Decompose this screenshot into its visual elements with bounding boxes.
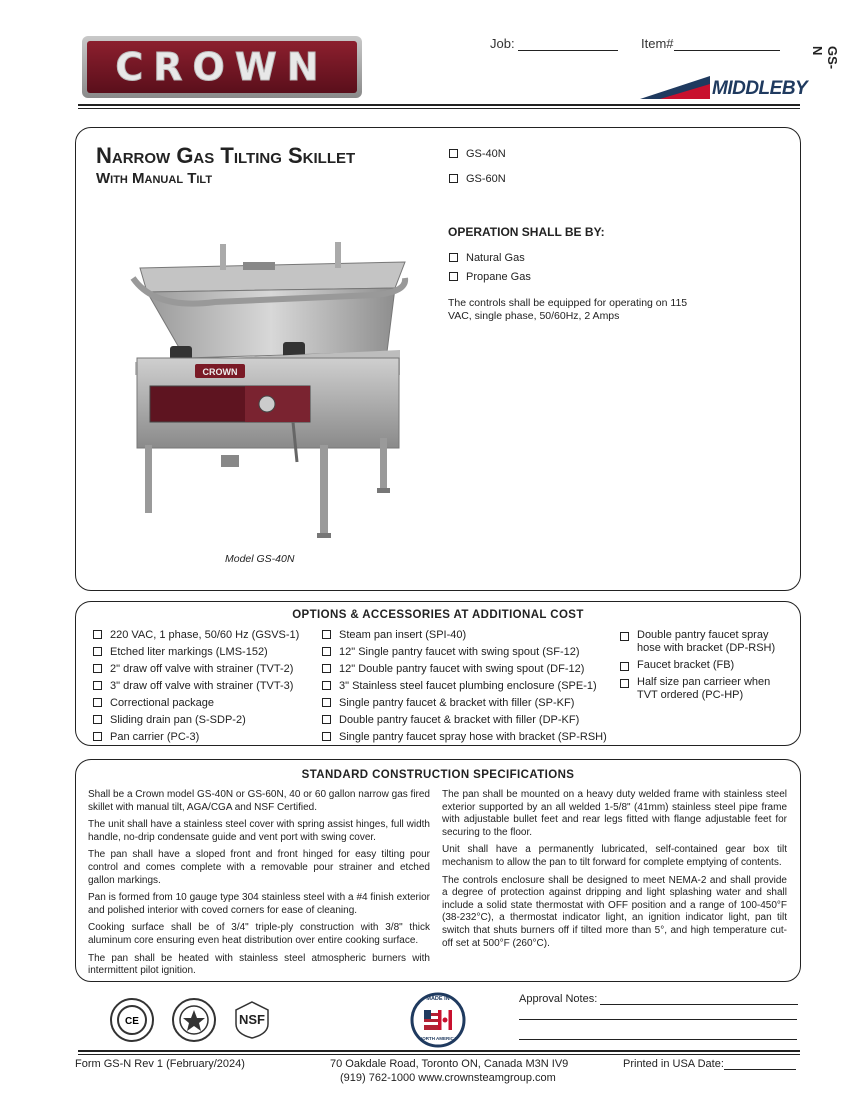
options-col-2 — [322, 629, 612, 748]
checkbox[interactable] — [620, 662, 629, 671]
spec-paragraph: Pan is formed from 10 gauge type 304 stainless steel with a #4 finish exterior and polished interior with coved corners for ease of cleaning. — [88, 892, 430, 916]
option-item[interactable] — [322, 680, 612, 693]
checkbox[interactable] — [93, 732, 102, 741]
option-item[interactable] — [322, 646, 612, 659]
option-item[interactable] — [93, 680, 318, 693]
image-caption: Model GS-40N — [225, 553, 295, 565]
option-label: Steam pan insert (SPI-40) — [339, 629, 467, 641]
option-label: 2" draw off valve with strainer (TVT-2) — [110, 663, 294, 675]
specs-right-column — [442, 789, 787, 955]
checkbox[interactable] — [93, 664, 102, 673]
model-label: GS-40N — [466, 148, 506, 160]
spec-paragraph: The pan shall be mounted on a heavy duty welded frame with stainless steel exterior supported by an all welded 1-5/8" (41mm) stainless steel pipe frame with adjustable bullet feet and rear legs fitted with flange adjustable feet for securing to the floor. — [442, 789, 787, 838]
option-label: Etched liter markings (LMS-152) — [110, 646, 268, 658]
option-label: Double pantry faucet spray hose with bracket (DP-RSH) — [637, 629, 776, 654]
option-label: Faucet bracket (FB) — [637, 659, 735, 671]
middleby-mark-icon — [640, 76, 712, 100]
printed-label: Printed in USA Date: — [623, 1058, 724, 1070]
option-label: Sliding drain pan (S-SDP-2) — [110, 714, 246, 726]
option-label: Single pantry faucet spray hose with bracket (SP-RSH) — [339, 731, 607, 743]
operation-label: Propane Gas — [466, 271, 531, 283]
logo-text: CROWN — [115, 45, 329, 89]
options-heading: OPTIONS & ACCESSORIES AT ADDITIONAL COST — [292, 609, 584, 621]
checkbox[interactable] — [620, 632, 629, 641]
printed-date-blank[interactable] — [724, 1069, 796, 1070]
checkbox[interactable] — [322, 681, 331, 690]
approval-line[interactable] — [519, 1019, 797, 1020]
option-item[interactable] — [322, 697, 612, 710]
footer-rule-thin — [78, 1054, 800, 1055]
specs-left-column — [88, 789, 430, 983]
checkbox[interactable] — [93, 630, 102, 639]
spec-paragraph: The unit shall have a stainless steel cover with spring assist hinges, full width handle, no-drip condensate guide and vent port with swing cover. — [88, 819, 430, 843]
option-item[interactable] — [322, 714, 612, 727]
item-label: Item# — [641, 36, 674, 51]
option-item[interactable] — [322, 629, 612, 642]
checkbox[interactable] — [322, 715, 331, 724]
option-item[interactable] — [93, 663, 318, 676]
middleby-logo — [640, 76, 808, 100]
checkbox[interactable] — [93, 647, 102, 656]
option-item[interactable] — [93, 697, 318, 710]
specs-heading: STANDARD CONSTRUCTION SPECIFICATIONS — [301, 769, 575, 781]
option-label: 3" Stainless steel faucet plumbing enclosure (SPE-1) — [339, 680, 597, 692]
crown-logo — [82, 36, 362, 98]
checkbox[interactable] — [322, 732, 331, 741]
spec-paragraph: Cooking surface shall be of 3/4" triple-ply construction with 3/8" thick aluminum core ensuring even heat distribution over entire cooking surface. — [88, 922, 430, 946]
form-number: Form GS-N Rev 1 (February/2024) — [75, 1058, 245, 1070]
approval-notes — [519, 993, 798, 1005]
operation-heading: OPERATION SHALL BE BY: — [448, 225, 605, 239]
operation-natural-gas[interactable] — [449, 252, 525, 265]
option-label: Correctional package — [110, 697, 214, 709]
spec-paragraph: The pan shall be heated with stainless steel atmospheric burners with intermittent pilot ignition. — [88, 952, 430, 977]
checkbox[interactable] — [620, 679, 629, 688]
nsf-label: NSF — [239, 1012, 265, 1027]
spec-paragraph: Unit shall have a permanently lubricated, self-contained gear box tilt mechanism to allow the pan to tilt forward for complete emptying of contents. — [442, 844, 787, 868]
model-option-gs60n[interactable] — [449, 173, 506, 186]
printed-date — [623, 1058, 796, 1070]
checkbox[interactable] — [93, 715, 102, 724]
model-option-gs40n[interactable] — [449, 148, 506, 161]
item-blank[interactable] — [674, 50, 780, 51]
nsf-logo-icon — [232, 1000, 272, 1040]
option-label: 220 VAC, 1 phase, 50/60 Hz (GSVS-1) — [110, 629, 300, 641]
design-certified-icon — [172, 998, 216, 1042]
svg-text:CE: CE — [125, 1016, 139, 1027]
option-item[interactable] — [620, 659, 790, 672]
approval-line[interactable] — [519, 1039, 797, 1040]
made-in-bottom: NORTH AMERICA — [418, 1036, 458, 1041]
product-subtitle: With Manual Tilt — [96, 170, 213, 187]
checkbox[interactable] — [322, 647, 331, 656]
address: 70 Oakdale Road, Toronto ON, Canada M3N IV9 — [330, 1058, 569, 1070]
header-rule-thin — [78, 108, 800, 109]
option-label: Half size pan carrieer when TVT ordered (PC-HP) — [637, 676, 771, 701]
option-item[interactable] — [93, 646, 318, 659]
job-label: Job: — [490, 36, 515, 51]
side-code: GS-N — [810, 46, 840, 70]
job-blank[interactable] — [518, 50, 618, 51]
option-item[interactable] — [322, 663, 612, 676]
job-field — [490, 36, 618, 51]
checkbox[interactable] — [449, 272, 458, 281]
option-label: Pan carrier (PC-3) — [110, 731, 200, 743]
checkbox[interactable] — [322, 630, 331, 639]
controls-note: The controls shall be equipped for operating on 115 VAC, single phase, 50/60Hz, 2 Amps — [448, 297, 688, 322]
approval-line[interactable] — [600, 1004, 798, 1005]
option-label: Single pantry faucet & bracket with filler (SP-KF) — [339, 697, 575, 709]
option-item[interactable] — [93, 714, 318, 727]
made-in-top: MADE IN — [426, 996, 450, 1002]
checkbox[interactable] — [93, 681, 102, 690]
option-item[interactable] — [620, 676, 790, 702]
option-label: 12" Double pantry faucet with swing spout (DF-12) — [339, 663, 585, 675]
spec-paragraph: The controls enclosure shall be designed to meet NEMA-2 and shall provide a degree of protection against dripping and light splashing water and shall include a solid state thermostat with OFF position and a range of 100-450°F (38-232°C), a thermostat indicator light, an ignition indicator light, pan tilt switch that shuts burners off if tilted more than 5°, and high temperature cut-off set at 500°F (260°C). — [442, 874, 787, 949]
operation-propane-gas[interactable] — [449, 271, 531, 284]
spec-paragraph: The pan shall have a sloped front and front hinged for easy tilting pour control and comes complete with a removable pour strainer and etched gallon markings. — [88, 849, 430, 886]
model-label: GS-60N — [466, 173, 506, 185]
option-label: Double pantry faucet & bracket with filler (DP-KF) — [339, 714, 580, 726]
option-item[interactable] — [93, 629, 318, 642]
checkbox[interactable] — [449, 253, 458, 262]
option-item[interactable] — [93, 731, 318, 744]
options-col-3 — [620, 629, 790, 706]
operation-label: Natural Gas — [466, 252, 525, 264]
checkbox[interactable] — [449, 149, 458, 158]
made-in-north-america-icon — [410, 992, 466, 1048]
spec-paragraph: Shall be a Crown model GS-40N or GS-60N, 40 or 60 gallon narrow gas fired skillet with manual tilt, AGA/CGA and NSF Certified. — [88, 789, 430, 813]
skillet-badge-text: CROWN — [202, 367, 238, 377]
header-rule — [78, 104, 800, 106]
middleby-text: MIDDLEBY — [712, 78, 808, 99]
csa-cert-icon — [110, 998, 154, 1042]
checkbox[interactable] — [93, 698, 102, 707]
contact: (919) 762-1000 www.crownsteamgroup.com — [340, 1072, 556, 1084]
option-item[interactable] — [322, 731, 612, 744]
item-field — [641, 36, 780, 51]
option-item[interactable] — [620, 629, 790, 655]
skillet-image — [125, 240, 415, 555]
checkbox[interactable] — [322, 698, 331, 707]
options-col-1 — [93, 629, 318, 748]
option-label: 12" Single pantry faucet with swing spout (SF-12) — [339, 646, 580, 658]
option-label: 3" draw off valve with strainer (TVT-3) — [110, 680, 294, 692]
checkbox[interactable] — [449, 174, 458, 183]
checkbox[interactable] — [322, 664, 331, 673]
product-title: Narrow Gas Tilting Skillet — [96, 143, 356, 168]
footer-rule — [78, 1050, 800, 1052]
approval-label: Approval Notes: — [519, 993, 598, 1005]
